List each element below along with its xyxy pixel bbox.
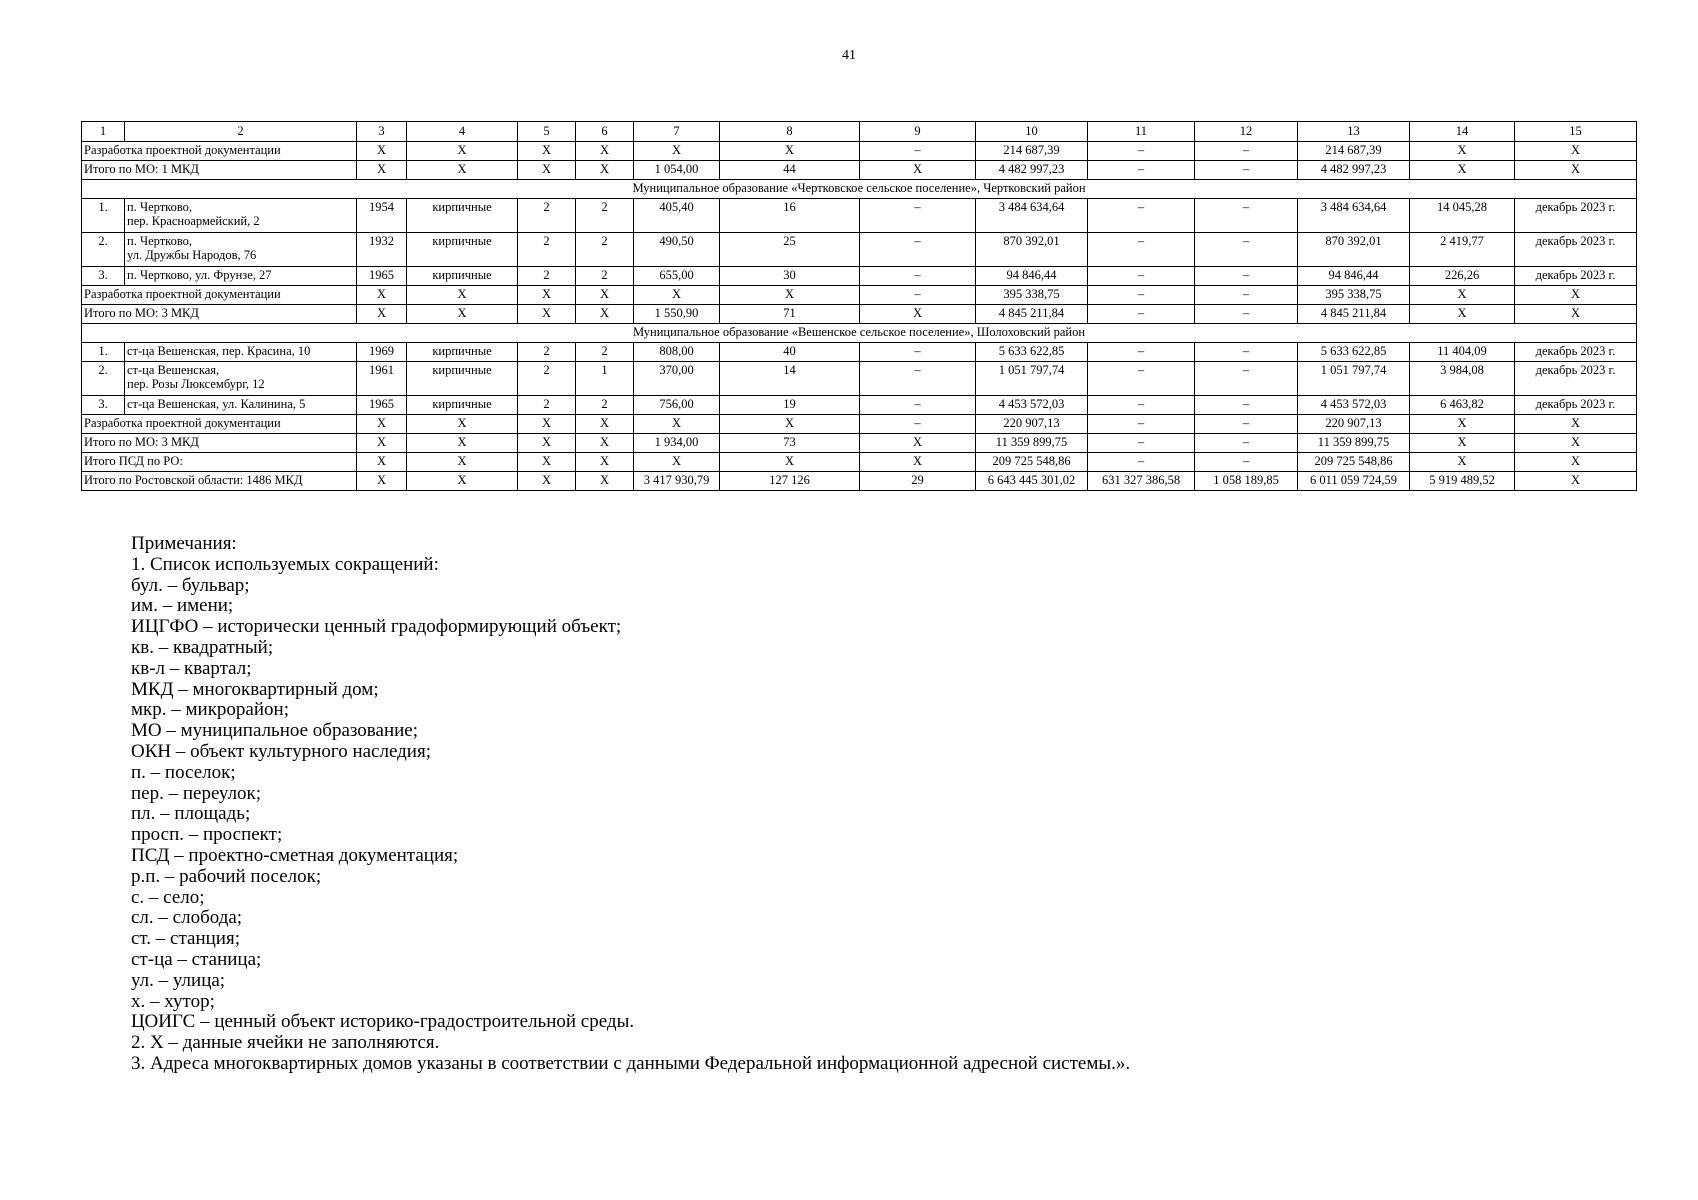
table-cell: 1969 [357, 343, 407, 362]
table-cell: 808,00 [634, 343, 720, 362]
table-cell: 2 [576, 343, 634, 362]
table-row [82, 199, 1637, 233]
table-cell: 214 687,39 [976, 142, 1088, 161]
table-cell: – [860, 396, 976, 415]
summary-label: Итого ПСД по РО: [82, 453, 357, 472]
summary-row [82, 305, 1637, 324]
note-line: кв. – квадратный; [131, 636, 274, 658]
header-cell: 5 [518, 122, 576, 142]
table-cell: X [634, 415, 720, 434]
table-cell: 2 [576, 199, 634, 233]
table-cell: – [860, 142, 976, 161]
header-cell: 7 [634, 122, 720, 142]
table-cell: декабрь 2023 г. [1515, 233, 1637, 267]
table-cell: – [860, 286, 976, 305]
table-cell: – [1195, 161, 1298, 180]
table-cell: X [1410, 453, 1515, 472]
table-cell: X [1515, 286, 1637, 305]
table-cell: – [1088, 453, 1195, 472]
table-cell: – [1088, 362, 1195, 396]
table-cell: 870 392,01 [1298, 233, 1410, 267]
table-cell: 29 [860, 472, 976, 491]
table-cell: – [1195, 286, 1298, 305]
table-cell: 490,50 [634, 233, 720, 267]
table-cell: 127 126 [720, 472, 860, 491]
table-cell: 2 [518, 362, 576, 396]
table-cell: 6 643 445 301,02 [976, 472, 1088, 491]
table-cell: 19 [720, 396, 860, 415]
table-cell: 11 404,09 [1410, 343, 1515, 362]
note-line: п. – поселок; [131, 761, 236, 783]
table-cell: X [720, 453, 860, 472]
table-cell: – [1088, 343, 1195, 362]
table-cell: X [407, 305, 518, 324]
table-cell: 2 419,77 [1410, 233, 1515, 267]
table-cell: 405,40 [634, 199, 720, 233]
table-cell: X [518, 415, 576, 434]
table-cell: 4 845 211,84 [1298, 305, 1410, 324]
note-line: им. – имени; [131, 595, 234, 617]
table-cell: X [518, 142, 576, 161]
table-cell: 209 725 548,86 [1298, 453, 1410, 472]
note-line: 3. Адреса многоквартирных домов указаны в соответствии с данными Федеральной информационной адресной системы.». [131, 1052, 1131, 1074]
table-cell: 1 [576, 362, 634, 396]
table-body [82, 122, 1637, 491]
table-cell: – [1088, 233, 1195, 267]
table-cell: 655,00 [634, 267, 720, 286]
table-cell: 71 [720, 305, 860, 324]
table-cell: 209 725 548,86 [976, 453, 1088, 472]
table-cell: 30 [720, 267, 860, 286]
table-cell: 11 359 899,75 [1298, 434, 1410, 453]
table-cell: X [518, 472, 576, 491]
header-cell: 13 [1298, 122, 1410, 142]
table-cell: X [357, 161, 407, 180]
table-cell: 2 [576, 267, 634, 286]
section-row [82, 180, 1637, 199]
table-cell: X [1515, 142, 1637, 161]
table-cell: – [1195, 199, 1298, 233]
table-cell: 2 [518, 343, 576, 362]
section-title: Муниципальное образование «Чертковское сельское поселение», Чертковский район [82, 180, 1637, 199]
table-cell: 631 327 386,58 [1088, 472, 1195, 491]
table-cell: – [1088, 142, 1195, 161]
table-row [82, 396, 1637, 415]
header-cell: 9 [860, 122, 976, 142]
table-cell: X [518, 161, 576, 180]
table-row [82, 362, 1637, 396]
note-line: 2. X – данные ячейки не заполняются. [131, 1032, 440, 1054]
table-cell: 1965 [357, 267, 407, 286]
address-cell: п. Чертково, пер. Красноармейский, 2 [125, 199, 357, 233]
table-row [82, 233, 1637, 267]
table-cell: X [1410, 434, 1515, 453]
table-cell: 5 633 622,85 [976, 343, 1088, 362]
note-line: ИЦГФО – исторически ценный градоформирующий объект; [131, 616, 622, 638]
table-cell: 2 [576, 233, 634, 267]
table-cell: 395 338,75 [976, 286, 1088, 305]
note-line: ПСД – проектно-сметная документация; [131, 844, 459, 866]
table-cell: X [1515, 434, 1637, 453]
table-cell: 3. [82, 267, 125, 286]
table-cell: – [1195, 453, 1298, 472]
table-cell: – [1088, 161, 1195, 180]
table-cell: X [1410, 286, 1515, 305]
table-cell: – [1088, 286, 1195, 305]
table-cell: 6 463,82 [1410, 396, 1515, 415]
table-cell: 1. [82, 199, 125, 233]
summary-label: Итого по МО: 3 МКД [82, 305, 357, 324]
table-cell: 870 392,01 [976, 233, 1088, 267]
table-cell: 14 [720, 362, 860, 396]
table-cell: X [407, 434, 518, 453]
header-cell: 2 [125, 122, 357, 142]
table-cell: 220 907,13 [976, 415, 1088, 434]
table-cell: 3. [82, 396, 125, 415]
table-cell: – [860, 233, 976, 267]
table-cell: X [1515, 415, 1637, 434]
table-cell: X [518, 286, 576, 305]
note-line: х. – хутор; [131, 990, 215, 1012]
summary-label: Итого по МО: 1 МКД [82, 161, 357, 180]
table-cell: 1 058 189,85 [1195, 472, 1298, 491]
note-line: сл. – слобода; [131, 907, 243, 929]
table-cell: X [634, 453, 720, 472]
table-cell: 4 453 572,03 [1298, 396, 1410, 415]
table-cell: X [407, 415, 518, 434]
table-cell: 1 054,00 [634, 161, 720, 180]
table-cell: X [407, 161, 518, 180]
header-cell: 10 [976, 122, 1088, 142]
table-cell: 220 907,13 [1298, 415, 1410, 434]
table-cell: X [860, 453, 976, 472]
note-line: 1. Список используемых сокращений: [131, 553, 439, 575]
table-cell: X [1515, 305, 1637, 324]
header-cell: 12 [1195, 122, 1298, 142]
table-cell: X [518, 305, 576, 324]
table-cell: 214 687,39 [1298, 142, 1410, 161]
header-cell: 6 [576, 122, 634, 142]
address-cell: п. Чертково, ул. Фрунзе, 27 [125, 267, 357, 286]
note-line: пл. – площадь; [131, 803, 251, 825]
table-cell: – [860, 415, 976, 434]
note-line: просп. – проспект; [131, 824, 283, 846]
table-cell: 40 [720, 343, 860, 362]
table-cell: X [1515, 453, 1637, 472]
table-cell: 4 845 211,84 [976, 305, 1088, 324]
table-cell: 1 051 797,74 [976, 362, 1088, 396]
table-cell: X [860, 434, 976, 453]
table-cell: – [1088, 305, 1195, 324]
summary-row [82, 472, 1637, 491]
section-row [82, 324, 1637, 343]
table-cell: кирпичные [407, 267, 518, 286]
table-cell: 1 550,90 [634, 305, 720, 324]
table-cell: 1 051 797,74 [1298, 362, 1410, 396]
note-line: Примечания: [131, 533, 237, 554]
table-cell: X [407, 453, 518, 472]
table-cell: 1932 [357, 233, 407, 267]
table-cell: 73 [720, 434, 860, 453]
address-cell: ст-ца Вешенская, пер. Розы Люксембург, 12 [125, 362, 357, 396]
table-cell: – [1195, 396, 1298, 415]
table-cell: – [860, 199, 976, 233]
table-cell: кирпичные [407, 233, 518, 267]
table-cell: декабрь 2023 г. [1515, 199, 1637, 233]
table-cell: кирпичные [407, 343, 518, 362]
page-number: 41 [842, 48, 856, 63]
note-line: мкр. – микрорайон; [131, 699, 289, 721]
table-cell: – [1088, 267, 1195, 286]
summary-row [82, 453, 1637, 472]
table-cell: X [576, 434, 634, 453]
table-cell: X [1515, 472, 1637, 491]
table-cell: 2 [518, 267, 576, 286]
table-cell: X [407, 472, 518, 491]
note-line: ЦОИГС – ценный объект историко-градостроительной среды. [131, 1011, 635, 1033]
address-cell: ст-ца Вешенская, ул. Калинина, 5 [125, 396, 357, 415]
table-cell: 3 484 634,64 [976, 199, 1088, 233]
table-cell: 16 [720, 199, 860, 233]
table-cell: X [860, 305, 976, 324]
table-cell: 4 482 997,23 [1298, 161, 1410, 180]
table-row [82, 267, 1637, 286]
table-cell: 3 984,08 [1410, 362, 1515, 396]
table-cell: X [634, 286, 720, 305]
table-cell: – [1195, 305, 1298, 324]
table-cell: – [1088, 415, 1195, 434]
table-cell: 6 011 059 724,59 [1298, 472, 1410, 491]
table-cell: X [860, 161, 976, 180]
table-cell: X [720, 415, 860, 434]
table-cell: – [1195, 267, 1298, 286]
summary-label: Разработка проектной документации [82, 415, 357, 434]
table-cell: 11 359 899,75 [976, 434, 1088, 453]
summary-label: Разработка проектной документации [82, 286, 357, 305]
table-cell: – [1088, 434, 1195, 453]
summary-label: Разработка проектной документации [82, 142, 357, 161]
table-cell: – [1195, 415, 1298, 434]
table-cell: кирпичные [407, 396, 518, 415]
table-cell: X [518, 434, 576, 453]
note-line: МКД – многоквартирный дом; [131, 678, 379, 700]
table-cell: 5 633 622,85 [1298, 343, 1410, 362]
header-cell: 3 [357, 122, 407, 142]
table-cell: 25 [720, 233, 860, 267]
header-cell: 11 [1088, 122, 1195, 142]
table-cell: X [720, 286, 860, 305]
table-cell: X [357, 472, 407, 491]
table-cell: 14 045,28 [1410, 199, 1515, 233]
table-row [82, 343, 1637, 362]
table-cell: 395 338,75 [1298, 286, 1410, 305]
table-cell: – [1088, 396, 1195, 415]
header-cell: 4 [407, 122, 518, 142]
table-cell: 756,00 [634, 396, 720, 415]
table-cell: 3 484 634,64 [1298, 199, 1410, 233]
note-line: пер. – переулок; [131, 782, 262, 804]
table-cell: 4 482 997,23 [976, 161, 1088, 180]
note-line: ОКН – объект культурного наследия; [131, 740, 431, 762]
table-cell: X [357, 142, 407, 161]
table-cell: 1. [82, 343, 125, 362]
table-cell: кирпичные [407, 199, 518, 233]
address-cell: ст-ца Вешенская, пер. Красина, 10 [125, 343, 357, 362]
table-cell: – [860, 343, 976, 362]
table-cell: X [357, 305, 407, 324]
table-cell: X [576, 142, 634, 161]
housing-table [81, 121, 1637, 491]
header-cell: 15 [1515, 122, 1637, 142]
table-cell: X [407, 142, 518, 161]
notes-block [131, 534, 1130, 1075]
summary-row [82, 161, 1637, 180]
table-cell: X [1410, 142, 1515, 161]
address-cell: п. Чертково, ул. Дружбы Народов, 76 [125, 233, 357, 267]
table-cell: X [1410, 415, 1515, 434]
table-cell: 1 934,00 [634, 434, 720, 453]
table-cell: X [576, 161, 634, 180]
table-cell: – [1195, 343, 1298, 362]
summary-row [82, 142, 1637, 161]
table-cell: X [576, 472, 634, 491]
table-cell: – [1195, 362, 1298, 396]
table-cell: X [576, 453, 634, 472]
table-cell: X [576, 286, 634, 305]
table-cell: – [1195, 142, 1298, 161]
note-line: р.п. – рабочий поселок; [131, 865, 322, 887]
table-cell: 44 [720, 161, 860, 180]
table-cell: 94 846,44 [1298, 267, 1410, 286]
table-cell: декабрь 2023 г. [1515, 343, 1637, 362]
table-cell: 3 417 930,79 [634, 472, 720, 491]
table-cell: X [357, 453, 407, 472]
table-cell: 226,26 [1410, 267, 1515, 286]
table-cell: 1954 [357, 199, 407, 233]
section-title: Муниципальное образование «Вешенское сельское поселение», Шолоховский район [82, 324, 1637, 343]
table-cell: 2 [518, 396, 576, 415]
note-line: ст. – станция; [131, 928, 240, 950]
summary-row [82, 434, 1637, 453]
table-cell: – [1088, 199, 1195, 233]
table-cell: X [357, 286, 407, 305]
note-line: с. – село; [131, 886, 205, 908]
table-cell: X [1410, 161, 1515, 180]
summary-row [82, 286, 1637, 305]
note-line: ст-ца – станица; [131, 948, 262, 970]
table-cell: 1961 [357, 362, 407, 396]
table-cell: X [576, 305, 634, 324]
summary-label: Итого по МО: 3 МКД [82, 434, 357, 453]
table-cell: 2. [82, 233, 125, 267]
header-cell: 1 [82, 122, 125, 142]
table-cell: X [1515, 161, 1637, 180]
table-cell: 2 [576, 396, 634, 415]
table-cell: X [1410, 305, 1515, 324]
summary-label: Итого по Ростовской области: 1486 МКД [82, 472, 357, 491]
table-cell: декабрь 2023 г. [1515, 362, 1637, 396]
table-cell: 2 [518, 199, 576, 233]
table-cell: – [860, 362, 976, 396]
table-cell: 4 453 572,03 [976, 396, 1088, 415]
table-cell: 94 846,44 [976, 267, 1088, 286]
table-cell: 5 919 489,52 [1410, 472, 1515, 491]
table-cell: 2 [518, 233, 576, 267]
table-cell: декабрь 2023 г. [1515, 396, 1637, 415]
table-cell: кирпичные [407, 362, 518, 396]
table-cell: 1965 [357, 396, 407, 415]
note-line: ул. – улица; [131, 969, 226, 991]
table-cell: X [634, 142, 720, 161]
table-cell: – [860, 267, 976, 286]
note-line: кв-л – квартал; [131, 657, 252, 679]
table-cell: X [720, 142, 860, 161]
header-cell: 8 [720, 122, 860, 142]
table-cell: 370,00 [634, 362, 720, 396]
header-cell: 14 [1410, 122, 1515, 142]
note-line: бул. – бульвар; [131, 574, 250, 596]
table-cell: X [576, 415, 634, 434]
table-cell: декабрь 2023 г. [1515, 267, 1637, 286]
table-header-row [82, 122, 1637, 142]
table-cell: – [1195, 434, 1298, 453]
table-cell: X [357, 415, 407, 434]
summary-row [82, 415, 1637, 434]
table-cell: 2. [82, 362, 125, 396]
table-cell: – [1195, 233, 1298, 267]
note-line: МО – муниципальное образование; [131, 720, 419, 742]
table-cell: X [407, 286, 518, 305]
table-cell: X [357, 434, 407, 453]
table-cell: X [518, 453, 576, 472]
